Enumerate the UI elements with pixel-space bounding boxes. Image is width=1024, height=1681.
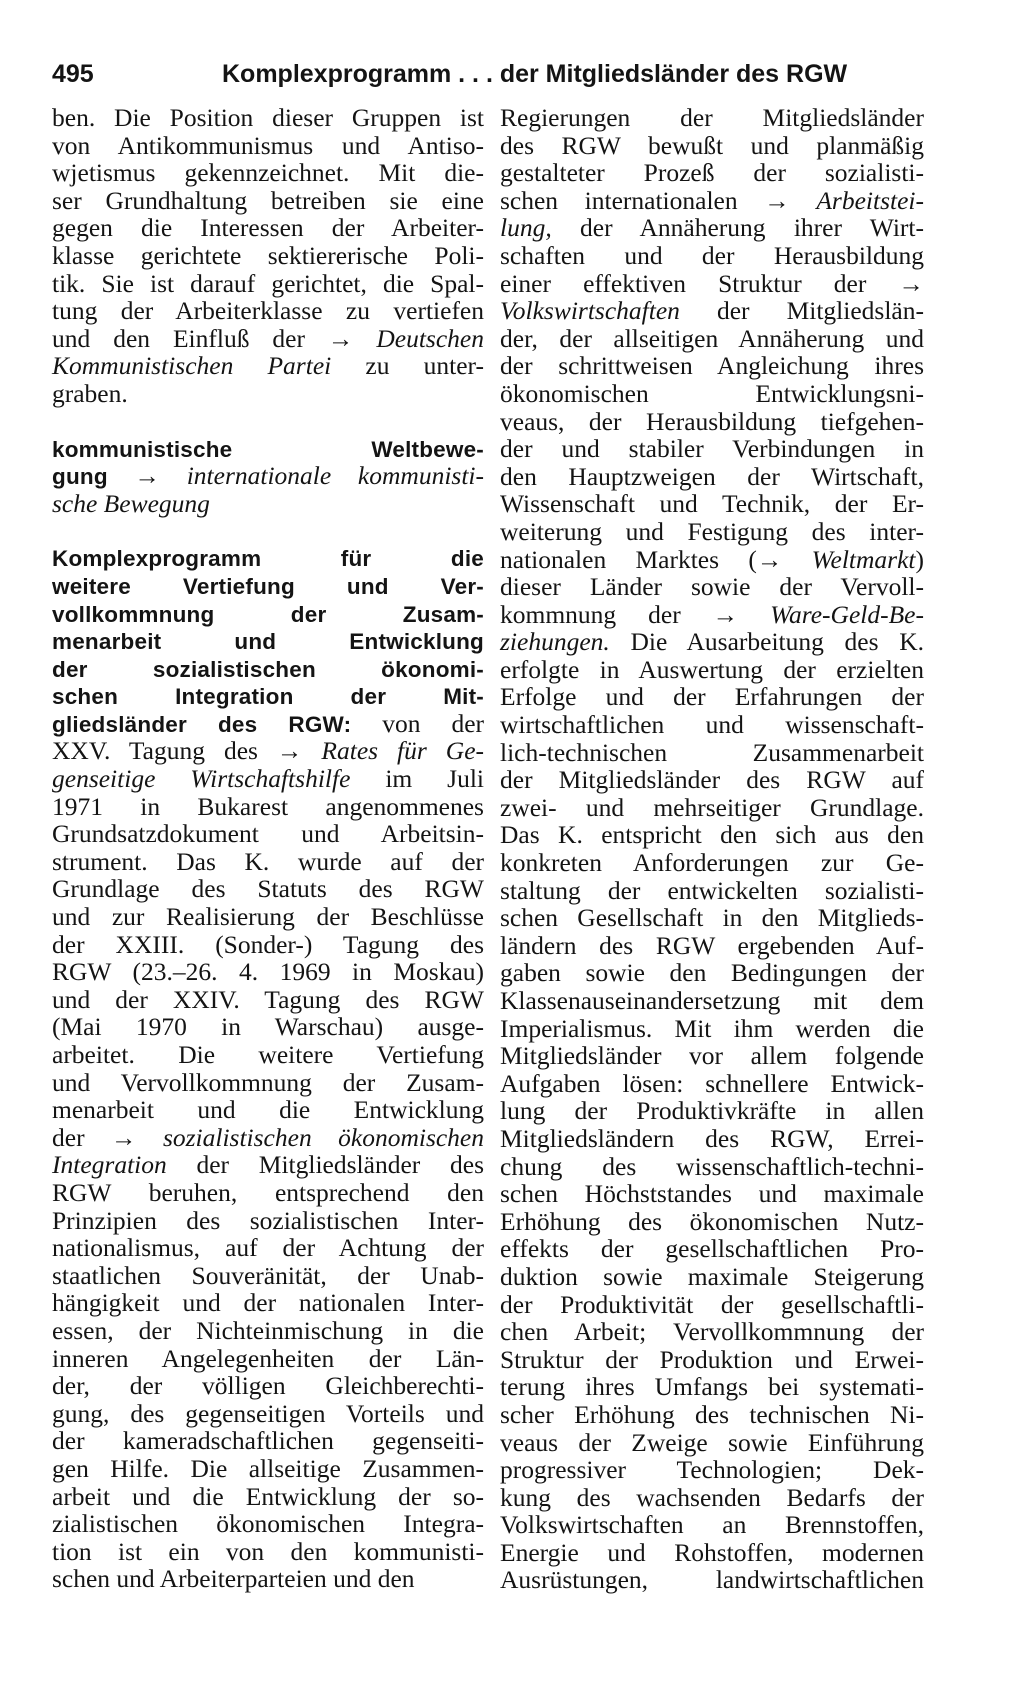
text-line bbox=[52, 435, 484, 463]
text-segment: arbeit und die Entwicklung der so- bbox=[52, 1481, 484, 1511]
cross-reference: Ware-Geld-Be- bbox=[770, 599, 924, 629]
text-segment: der und stabiler Verbindungen in bbox=[500, 434, 924, 464]
text-segment: lung der Produktivkräfte in allen bbox=[500, 1096, 924, 1126]
cross-reference: Volkswirtschaften bbox=[500, 296, 680, 326]
cross-reference: genseitige Wirtschaftshilfe bbox=[52, 764, 351, 794]
text-line bbox=[52, 1013, 484, 1041]
text-line bbox=[500, 546, 924, 574]
text-segment: staatlichen Souveränität, der Unab- bbox=[52, 1260, 484, 1290]
text-segment: menarbeit und die Entwicklung bbox=[52, 1095, 484, 1125]
text-segment: gestalteter Prozeß der sozialisti- bbox=[500, 158, 924, 188]
text-segment: dieser Länder sowie der Vervoll- bbox=[500, 572, 924, 602]
text-segment: → bbox=[107, 461, 187, 491]
text-line bbox=[52, 1345, 484, 1373]
text-line bbox=[500, 408, 924, 436]
text-segment: schen internationalen → bbox=[500, 185, 817, 215]
text-segment: zu unter- bbox=[331, 351, 484, 381]
text-line bbox=[52, 710, 484, 738]
text-segment: inneren Angelegenheiten der Län- bbox=[52, 1343, 484, 1373]
text-segment: progressiver Technologien; Dek- bbox=[500, 1455, 924, 1485]
cross-reference: Rates für Ge- bbox=[321, 736, 485, 766]
text-segment: einer effektiven Struktur der → bbox=[500, 268, 924, 298]
text-line bbox=[500, 187, 924, 215]
text-line bbox=[52, 848, 484, 876]
entry-headword: vollkommnung der Zusam- bbox=[52, 601, 484, 627]
text-segment: Grundsatzdokument und Arbeitsin- bbox=[52, 819, 484, 849]
text-line bbox=[52, 187, 484, 215]
text-segment: scher Erhöhung des technischen Ni- bbox=[500, 1399, 924, 1429]
right-column bbox=[500, 104, 924, 1594]
entry-headword: menarbeit und Entwicklung bbox=[52, 629, 484, 655]
text-segment: schen und Arbeiterparteien und den bbox=[52, 1564, 415, 1594]
cross-reference: lung, bbox=[500, 213, 552, 243]
text-segment: Grundlage des Statuts des RGW bbox=[52, 874, 484, 904]
text-segment: der Mitgliedslän- bbox=[679, 296, 924, 326]
text-segment: Regierungen der Mitgliedsländer bbox=[500, 103, 924, 132]
text-segment: konkreten Anforderungen zur Ge- bbox=[500, 848, 924, 878]
text-segment: Aufgaben lösen: schnellere Entwick- bbox=[500, 1068, 924, 1098]
text-segment: essen, der Nichteinmischung in die bbox=[52, 1315, 484, 1345]
text-segment: der Annäherung ihrer Wirt- bbox=[551, 213, 924, 243]
entry-headword: der sozialistischen ökonomi- bbox=[52, 656, 484, 682]
page-header bbox=[52, 54, 912, 94]
text-segment: im Juli bbox=[350, 764, 484, 794]
text-line bbox=[52, 1262, 484, 1290]
text-segment: Erfolge und der Erfahrungen der bbox=[500, 682, 924, 712]
text-segment: graben. bbox=[52, 378, 128, 408]
text-segment: der Mitgliedsländer des RGW auf bbox=[500, 765, 924, 795]
text-line bbox=[500, 1566, 924, 1594]
running-title: Komplexprogramm . . . der Mitgliedsländer des RGW bbox=[222, 60, 848, 88]
text-line bbox=[52, 600, 484, 628]
text-line bbox=[52, 1041, 484, 1069]
text-segment: Klassenauseinandersetzung mit dem bbox=[500, 986, 924, 1015]
cross-reference: Deutschen bbox=[376, 323, 484, 353]
text-line bbox=[500, 1125, 924, 1153]
text-segment: der Produktivität der gesellschaftli- bbox=[500, 1289, 924, 1319]
text-segment: Prinzipien des sozialistischen Inter- bbox=[52, 1205, 484, 1235]
text-line bbox=[500, 325, 924, 353]
text-line bbox=[52, 958, 484, 986]
text-line bbox=[500, 656, 924, 684]
text-segment: terung ihres Umfangs bei systemati- bbox=[500, 1372, 924, 1402]
text-segment: gen Hilfe. Die allseitige Zusammen- bbox=[52, 1453, 484, 1483]
text-line bbox=[52, 1455, 484, 1483]
text-line bbox=[500, 904, 924, 932]
text-segment: Mitgliedsländer vor allem folgende bbox=[500, 1041, 924, 1071]
text-segment: (Mai 1970 in Warschau) ausge- bbox=[52, 1012, 484, 1042]
text-segment: hängigkeit und der nationalen Inter- bbox=[52, 1288, 484, 1318]
text-line bbox=[52, 1179, 484, 1207]
left-column bbox=[52, 104, 484, 1593]
text-segment: kung des wachsenden Bedarfs der bbox=[500, 1482, 924, 1512]
text-line bbox=[500, 518, 924, 546]
text-segment: veaus, der Herausbildung tiefgehen- bbox=[500, 406, 924, 436]
text-line bbox=[52, 1096, 484, 1124]
text-segment: klasse gerichtete sektiererische Poli- bbox=[52, 240, 484, 270]
text-line bbox=[52, 1124, 484, 1152]
text-segment: der kameradschaftlichen gegenseiti- bbox=[52, 1426, 484, 1456]
text-line bbox=[500, 1235, 924, 1263]
text-line bbox=[52, 214, 484, 242]
cross-reference: Arbeitstei- bbox=[816, 185, 924, 215]
text-line bbox=[500, 794, 924, 822]
text-line bbox=[500, 1070, 924, 1098]
text-line bbox=[52, 793, 484, 821]
paragraph-gap bbox=[52, 408, 484, 435]
text-line bbox=[500, 463, 924, 491]
text-line bbox=[52, 572, 484, 600]
text-line bbox=[52, 820, 484, 848]
text-segment: veaus der Zweige sowie Einführung bbox=[500, 1427, 924, 1457]
entry-headword: schen Integration der Mit- bbox=[52, 684, 484, 710]
text-line bbox=[500, 573, 924, 601]
text-line bbox=[52, 1510, 484, 1538]
text-segment: ökonomischen Entwicklungsni- bbox=[500, 378, 924, 408]
text-line bbox=[52, 931, 484, 959]
text-segment: des RGW bewußt und planmäßig bbox=[500, 130, 924, 160]
text-line bbox=[52, 655, 484, 683]
cross-reference: internationale kommunisti- bbox=[186, 461, 484, 491]
text-segment: ser Grundhaltung betreiben sie eine bbox=[52, 185, 484, 215]
text-line bbox=[500, 1456, 924, 1484]
text-line bbox=[500, 821, 924, 849]
text-segment: und Vervollkommnung der Zusam- bbox=[52, 1067, 484, 1097]
text-line bbox=[52, 627, 484, 655]
text-segment: Das K. entspricht den sich aus den bbox=[500, 820, 924, 850]
text-line bbox=[500, 1263, 924, 1291]
text-line bbox=[52, 325, 484, 353]
text-line bbox=[500, 1401, 924, 1429]
text-line bbox=[500, 1153, 924, 1181]
text-line bbox=[52, 1151, 484, 1179]
text-segment: der, der völligen Gleichberechti- bbox=[52, 1371, 484, 1401]
text-line bbox=[500, 1318, 924, 1346]
cross-reference: Integration bbox=[52, 1150, 167, 1180]
text-segment: und den Einfluß der → bbox=[52, 323, 377, 353]
text-segment: lich-technischen Zusammenarbeit bbox=[500, 737, 924, 767]
text-line bbox=[52, 490, 484, 518]
entry-headword: gliedsländer des RGW: bbox=[52, 711, 352, 737]
text-line bbox=[52, 875, 484, 903]
text-segment: wjetismus gekennzeichnet. Mit die- bbox=[52, 158, 484, 188]
text-line bbox=[500, 1180, 924, 1208]
text-line bbox=[500, 601, 924, 629]
text-line bbox=[52, 1372, 484, 1400]
text-segment: Erhöhung des ökonomischen Nutz- bbox=[500, 1206, 924, 1236]
text-line bbox=[52, 544, 484, 572]
cross-reference: sozialistischen ökonomischen bbox=[162, 1122, 485, 1152]
text-line bbox=[52, 159, 484, 187]
paragraph-gap bbox=[52, 517, 484, 544]
text-line bbox=[500, 1511, 924, 1539]
text-segment: ) bbox=[915, 544, 924, 574]
cross-reference: Weltmarkt bbox=[811, 544, 916, 574]
text-segment: Ausrüstungen, landwirtschaftlichen bbox=[500, 1565, 924, 1595]
text-segment: duktion sowie maximale Steigerung bbox=[500, 1261, 924, 1291]
text-line bbox=[500, 380, 924, 408]
text-segment: der, der allseitigen Annäherung und bbox=[500, 323, 924, 353]
text-line bbox=[500, 766, 924, 794]
text-line bbox=[52, 104, 484, 132]
text-line bbox=[500, 1042, 924, 1070]
text-segment: chung des wissenschaftlich-techni- bbox=[500, 1151, 924, 1181]
text-segment: nationalismus, auf der Achtung der bbox=[52, 1233, 484, 1263]
text-line bbox=[500, 490, 924, 518]
text-line bbox=[500, 214, 924, 242]
text-segment: von der bbox=[351, 708, 484, 738]
text-segment: nationalen Marktes (→ bbox=[500, 544, 812, 574]
text-segment: schen Höchststandes und maximale bbox=[500, 1179, 924, 1209]
text-line bbox=[52, 1427, 484, 1455]
text-segment: und zur Realisierung der Beschlüsse bbox=[52, 902, 484, 932]
text-line bbox=[52, 765, 484, 793]
text-line bbox=[52, 1483, 484, 1511]
text-line bbox=[52, 1234, 484, 1262]
text-line bbox=[500, 1373, 924, 1401]
text-line bbox=[52, 297, 484, 325]
text-line bbox=[500, 959, 924, 987]
entry-headword: kommunistische Weltbewe- bbox=[52, 436, 484, 462]
text-segment: der schrittweisen Angleichung ihres bbox=[500, 351, 924, 381]
text-line bbox=[500, 435, 924, 463]
text-segment: der Mitgliedsländer des bbox=[166, 1150, 484, 1180]
cross-reference: ziehungen. bbox=[500, 627, 610, 657]
text-line bbox=[500, 1539, 924, 1567]
text-line bbox=[52, 903, 484, 931]
text-line bbox=[500, 932, 924, 960]
text-line bbox=[500, 352, 924, 380]
text-line bbox=[52, 380, 484, 408]
text-line bbox=[500, 877, 924, 905]
text-line bbox=[500, 1097, 924, 1125]
text-segment: der → bbox=[52, 1122, 163, 1152]
text-segment: Die Ausarbeitung des K. bbox=[609, 627, 924, 657]
entry-headword: weitere Vertiefung und Ver- bbox=[52, 573, 484, 599]
text-line bbox=[52, 1207, 484, 1235]
text-line bbox=[500, 270, 924, 298]
text-segment: staltung der entwickelten sozialisti- bbox=[500, 875, 924, 905]
text-segment: erfolgte in Auswertung der erzielten bbox=[500, 654, 924, 684]
text-line bbox=[52, 1289, 484, 1317]
text-line bbox=[500, 711, 924, 739]
text-segment: XXV. Tagung des → bbox=[52, 736, 322, 766]
text-segment: schaften und der Herausbildung bbox=[500, 240, 924, 270]
text-line bbox=[52, 1565, 484, 1593]
entry-headword: gung bbox=[52, 464, 108, 490]
text-segment: tung der Arbeiterklasse zu vertiefen bbox=[52, 296, 484, 326]
text-segment: wirtschaftlichen und wissenschaft- bbox=[500, 710, 924, 740]
text-segment: kommnung der → bbox=[500, 599, 771, 629]
text-line bbox=[52, 132, 484, 160]
text-line bbox=[500, 1346, 924, 1374]
text-segment: tion ist ein von den kommunisti- bbox=[52, 1536, 484, 1566]
text-segment: und der XXIV. Tagung des RGW bbox=[52, 984, 484, 1014]
text-line bbox=[500, 1208, 924, 1236]
text-line bbox=[500, 987, 924, 1015]
text-segment: zialistischen ökonomischen Integra- bbox=[52, 1509, 484, 1539]
text-segment: 1971 in Bukarest angenommenes bbox=[52, 791, 484, 821]
text-segment: Energie und Rohstoffen, modernen bbox=[500, 1537, 924, 1567]
text-segment: RGW beruhen, entsprechend den bbox=[52, 1177, 484, 1207]
text-line bbox=[500, 297, 924, 325]
text-segment: gegen die Interessen der Arbeiter- bbox=[52, 213, 484, 243]
text-line bbox=[52, 986, 484, 1014]
text-segment: von Antikommunismus und Antiso- bbox=[52, 130, 484, 160]
text-segment: gung, des gegenseitigen Vorteils und bbox=[52, 1398, 484, 1428]
text-line bbox=[52, 1400, 484, 1428]
text-line bbox=[500, 1015, 924, 1043]
text-line bbox=[52, 1317, 484, 1345]
text-line bbox=[500, 1429, 924, 1457]
text-line bbox=[500, 739, 924, 767]
text-segment: ben. Die Position dieser Gruppen ist bbox=[52, 103, 484, 132]
text-line bbox=[500, 159, 924, 187]
text-segment: zwei- und mehrseitiger Grundlage. bbox=[500, 792, 924, 822]
text-line bbox=[500, 683, 924, 711]
text-line bbox=[52, 1069, 484, 1097]
text-segment: RGW (23.–26. 4. 1969 in Moskau) bbox=[52, 957, 484, 987]
text-line bbox=[52, 737, 484, 765]
text-segment: chen Arbeit; Vervollkommnung der bbox=[500, 1317, 924, 1347]
text-segment: strument. Das K. wurde auf der bbox=[52, 846, 484, 876]
text-segment: weiterung und Festigung des inter- bbox=[500, 516, 924, 546]
text-segment: den Hauptzweigen der Wirtschaft, bbox=[500, 461, 924, 491]
cross-reference: sche Bewegung bbox=[52, 488, 210, 518]
text-line bbox=[500, 849, 924, 877]
cross-reference: Kommunistischen Partei bbox=[52, 351, 332, 381]
text-line bbox=[52, 270, 484, 298]
text-segment: Struktur der Produktion und Erwei- bbox=[500, 1344, 924, 1374]
text-line bbox=[500, 104, 924, 132]
text-line bbox=[500, 132, 924, 160]
text-line bbox=[500, 1291, 924, 1319]
text-segment: arbeitet. Die weitere Vertiefung bbox=[52, 1040, 484, 1069]
text-line bbox=[52, 682, 484, 710]
text-segment: Wissenschaft und Technik, der Er- bbox=[500, 489, 924, 519]
text-line bbox=[52, 1538, 484, 1566]
text-segment: ländern des RGW ergebenden Auf- bbox=[500, 930, 924, 960]
text-line bbox=[52, 352, 484, 380]
text-segment: Mitgliedsländern des RGW, Errei- bbox=[500, 1123, 924, 1153]
text-segment: der XXIII. (Sonder-) Tagung des bbox=[52, 929, 484, 959]
text-segment: Imperialismus. Mit ihm werden die bbox=[500, 1013, 924, 1043]
text-line bbox=[500, 628, 924, 656]
text-segment: gaben sowie den Bedingungen der bbox=[500, 958, 924, 988]
text-segment: effekts der gesellschaftlichen Pro- bbox=[500, 1234, 924, 1264]
text-line bbox=[500, 242, 924, 270]
text-line bbox=[500, 1484, 924, 1512]
text-segment: Volkswirtschaften an Brennstoffen, bbox=[500, 1510, 924, 1540]
text-segment: tik. Sie ist darauf gerichtet, die Spal- bbox=[52, 268, 484, 298]
text-line bbox=[52, 242, 484, 270]
text-line bbox=[52, 462, 484, 490]
text-segment: schen Gesellschaft in den Mitglieds- bbox=[500, 903, 924, 933]
entry-headword: Komplexprogramm für die bbox=[52, 546, 484, 572]
page-number: 495 bbox=[52, 60, 94, 88]
